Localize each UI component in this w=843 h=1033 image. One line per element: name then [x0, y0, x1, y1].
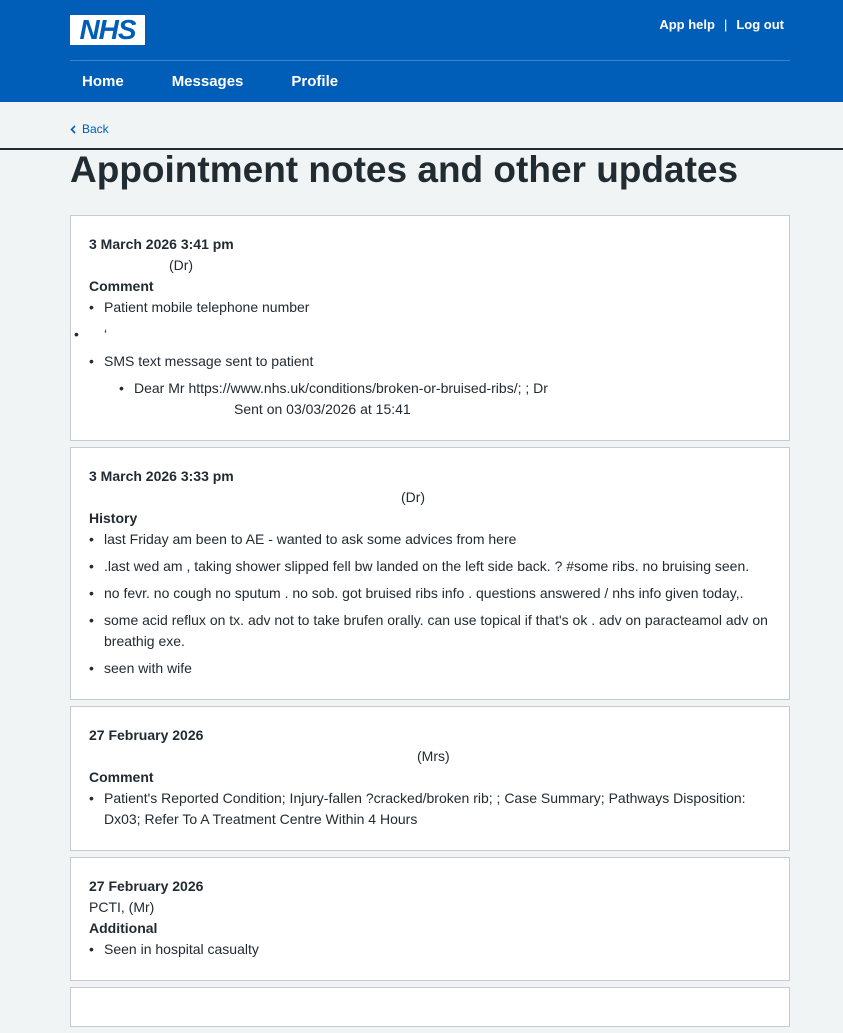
- note-card: [70, 706, 790, 851]
- note-date: 3 March 2026 3:33 pm: [89, 468, 234, 484]
- note-section-heading: Comment: [89, 769, 154, 785]
- back-link[interactable]: [70, 122, 109, 136]
- note-author: PCTI, (Mr): [89, 899, 155, 915]
- note-section-heading: History: [89, 510, 138, 526]
- note-items: [89, 788, 771, 830]
- list-item: • SMS text message sent to patient • Dear Mr https://www.nhs.uk/conditions/broken-or-bruised-ribs/; ; Dr Sent on 03/03/2026 at 15:41: [104, 351, 771, 420]
- note-card: [70, 987, 790, 1027]
- chevron-left-icon: [70, 125, 76, 134]
- list-item: • some acid reflux on tx. adv not to take brufen orally. can use topical if that's ok . adv on paracteamol adv on breathig exe.: [104, 610, 771, 652]
- nav-home[interactable]: Home: [82, 73, 124, 90]
- nhs-logo[interactable]: NHS: [70, 15, 145, 45]
- list-item: • no fevr. no cough no sputum . no sob. got bruised ribs info . questions answered / nhs info given today,.: [104, 583, 771, 604]
- note-card: [70, 447, 790, 700]
- note-card: [70, 857, 790, 981]
- list-item: • ‘: [89, 324, 771, 345]
- list-item: • Patient mobile telephone number: [104, 297, 771, 318]
- back-label: Back: [82, 122, 109, 136]
- nav-messages[interactable]: Messages: [171, 73, 244, 90]
- note-section-heading: Comment: [89, 278, 154, 294]
- list-item: • seen with wife: [104, 658, 771, 679]
- list-item: • last Friday am been to AE - wanted to ask some advices from here: [104, 529, 771, 550]
- note-author: (Mrs): [417, 748, 450, 764]
- list-item: • Patient's Reported Condition; Injury-fallen ?cracked/broken rib; ; Case Summary; Pathways Disposition: Dx03; Refer To A Treatment Centre Within 4 Hours: [104, 788, 771, 830]
- notes-list: [70, 215, 790, 1033]
- log-out-link[interactable]: Log out: [736, 17, 784, 32]
- note-items: [89, 529, 771, 679]
- note-author: (Dr): [401, 489, 426, 505]
- note-card: [70, 215, 790, 441]
- note-items: [89, 939, 771, 960]
- nav-profile[interactable]: Profile: [291, 73, 339, 90]
- note-date: 27 February 2026: [89, 727, 204, 743]
- top-links: [659, 17, 784, 32]
- list-item: • Seen in hospital casualty: [104, 939, 771, 960]
- page-title: Appointment notes and other updates: [70, 149, 739, 190]
- note-section-heading: Additional: [89, 920, 158, 936]
- note-date: 3 March 2026 3:41 pm: [89, 236, 234, 252]
- main-nav: [70, 61, 374, 102]
- note-author: (Dr): [169, 257, 194, 273]
- list-item: • .last wed am , taking shower slipped fell bw landed on the left side back. ? #some ribs. no bruising seen.: [104, 556, 771, 577]
- note-date: 27 February 2026: [89, 878, 204, 894]
- link-separator: |: [723, 17, 728, 32]
- app-help-link[interactable]: App help: [659, 17, 715, 32]
- site-header: [0, 0, 843, 102]
- note-sub-items: [104, 378, 771, 420]
- note-items: [89, 297, 771, 420]
- list-item: • Dear Mr https://www.nhs.uk/conditions/broken-or-bruised-ribs/; ; Dr Sent on 03/03/2026 at 15:41: [134, 378, 771, 420]
